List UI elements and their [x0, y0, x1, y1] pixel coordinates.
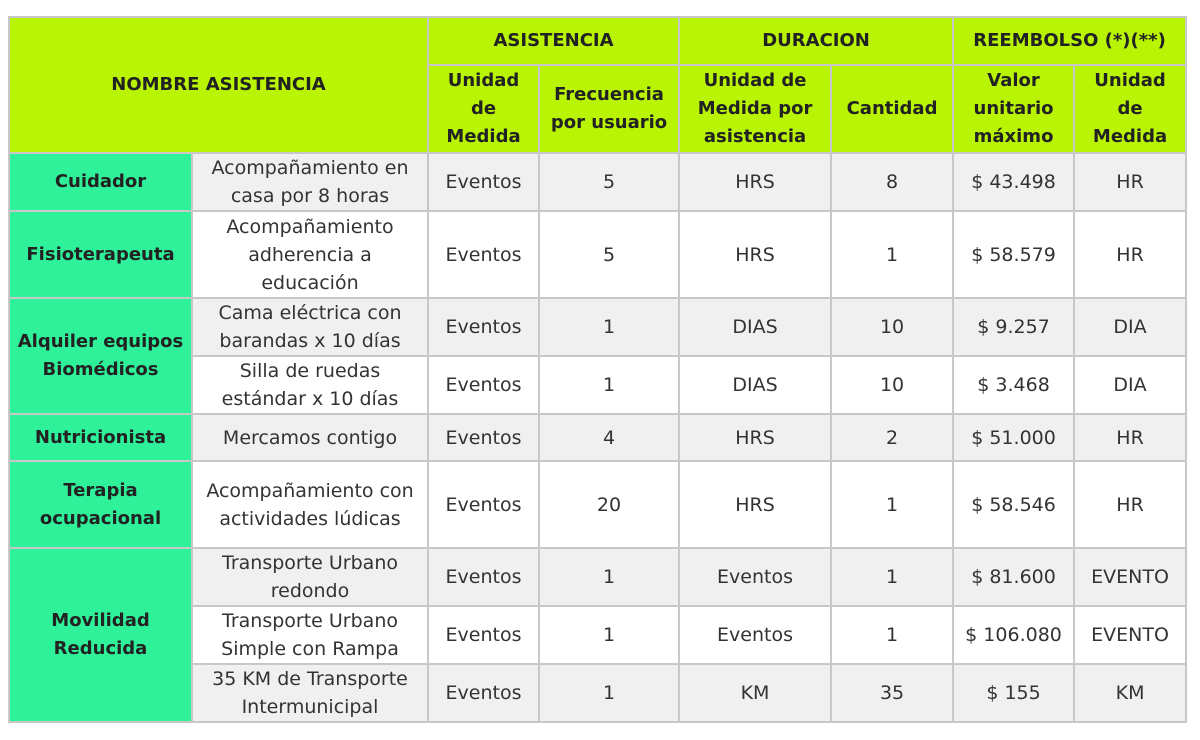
unit-cell: Eventos [428, 414, 539, 461]
category-cell: Fisioterapeuta [9, 211, 192, 298]
category-cell: Nutricionista [9, 414, 192, 461]
unit-cell: Eventos [428, 461, 539, 548]
value-cell: $ 51.000 [953, 414, 1074, 461]
refund-unit-cell: EVENTO [1074, 606, 1186, 664]
service-cell: Acompañamiento adherencia a educación [192, 211, 428, 298]
quantity-cell: 35 [831, 664, 953, 722]
value-cell: $ 81.600 [953, 548, 1074, 606]
service-cell: Transporte Urbano Simple con Rampa [192, 606, 428, 664]
quantity-cell: 1 [831, 461, 953, 548]
header-asistencia: ASISTENCIA [428, 17, 679, 65]
duration-unit-cell: HRS [679, 153, 831, 211]
frequency-cell: 4 [539, 414, 679, 461]
quantity-cell: 1 [831, 548, 953, 606]
header-reembolso: REEMBOLSO (*)(**) [953, 17, 1186, 65]
subheader-frecuencia: Frecuencia por usuario [539, 65, 679, 153]
subheader-unidad-medida-reembolso: Unidad de Medida [1074, 65, 1186, 153]
duration-unit-cell: DIAS [679, 298, 831, 356]
subheader-valor-unitario: Valor unitario máximo [953, 65, 1074, 153]
table-row [9, 548, 1186, 606]
duration-unit-cell: Eventos [679, 606, 831, 664]
frequency-cell: 20 [539, 461, 679, 548]
value-cell: $ 106.080 [953, 606, 1074, 664]
service-cell: 35 KM de Transporte Intermunicipal [192, 664, 428, 722]
subheader-unidad-medida-asistencia: Unidad de Medida por asistencia [679, 65, 831, 153]
unit-cell: Eventos [428, 298, 539, 356]
refund-unit-cell: DIA [1074, 356, 1186, 414]
unit-cell: Eventos [428, 548, 539, 606]
subheader-cantidad: Cantidad [831, 65, 953, 153]
subheader-unidad-medida: Unidad de Medida [428, 65, 539, 153]
value-cell: $ 58.579 [953, 211, 1074, 298]
duration-unit-cell: HRS [679, 461, 831, 548]
frequency-cell: 1 [539, 664, 679, 722]
assistance-table [8, 16, 1187, 723]
table-row [9, 153, 1186, 211]
refund-unit-cell: HR [1074, 153, 1186, 211]
category-cell: Terapia ocupacional [9, 461, 192, 548]
frequency-cell: 1 [539, 298, 679, 356]
quantity-cell: 1 [831, 211, 953, 298]
category-cell: Movilidad Reducida [9, 548, 192, 722]
duration-unit-cell: DIAS [679, 356, 831, 414]
service-cell: Mercamos contigo [192, 414, 428, 461]
quantity-cell: 10 [831, 298, 953, 356]
duration-unit-cell: HRS [679, 211, 831, 298]
quantity-cell: 10 [831, 356, 953, 414]
value-cell: $ 3.468 [953, 356, 1074, 414]
service-cell: Acompañamiento con actividades lúdicas [192, 461, 428, 548]
unit-cell: Eventos [428, 606, 539, 664]
refund-unit-cell: KM [1074, 664, 1186, 722]
value-cell: $ 43.498 [953, 153, 1074, 211]
service-cell: Silla de ruedas estándar x 10 días [192, 356, 428, 414]
service-cell: Acompañamiento en casa por 8 horas [192, 153, 428, 211]
refund-unit-cell: HR [1074, 461, 1186, 548]
refund-unit-cell: HR [1074, 211, 1186, 298]
table-row [9, 298, 1186, 356]
refund-unit-cell: DIA [1074, 298, 1186, 356]
duration-unit-cell: HRS [679, 414, 831, 461]
frequency-cell: 1 [539, 356, 679, 414]
quantity-cell: 1 [831, 606, 953, 664]
header-nombre-asistencia: NOMBRE ASISTENCIA [9, 17, 428, 153]
unit-cell: Eventos [428, 356, 539, 414]
duration-unit-cell: KM [679, 664, 831, 722]
value-cell: $ 58.546 [953, 461, 1074, 548]
frequency-cell: 5 [539, 153, 679, 211]
frequency-cell: 1 [539, 548, 679, 606]
quantity-cell: 8 [831, 153, 953, 211]
service-cell: Transporte Urbano redondo [192, 548, 428, 606]
frequency-cell: 1 [539, 606, 679, 664]
category-cell: Cuidador [9, 153, 192, 211]
table-row [9, 211, 1186, 298]
value-cell: $ 9.257 [953, 298, 1074, 356]
quantity-cell: 2 [831, 414, 953, 461]
service-cell: Cama eléctrica con barandas x 10 días [192, 298, 428, 356]
table-row [9, 414, 1186, 461]
duration-unit-cell: Eventos [679, 548, 831, 606]
frequency-cell: 5 [539, 211, 679, 298]
value-cell: $ 155 [953, 664, 1074, 722]
refund-unit-cell: EVENTO [1074, 548, 1186, 606]
header-duracion: DURACION [679, 17, 953, 65]
table-container [8, 16, 1187, 723]
unit-cell: Eventos [428, 664, 539, 722]
category-cell: Alquiler equipos Biomédicos [9, 298, 192, 414]
unit-cell: Eventos [428, 153, 539, 211]
refund-unit-cell: HR [1074, 414, 1186, 461]
table-row [9, 461, 1186, 548]
unit-cell: Eventos [428, 211, 539, 298]
